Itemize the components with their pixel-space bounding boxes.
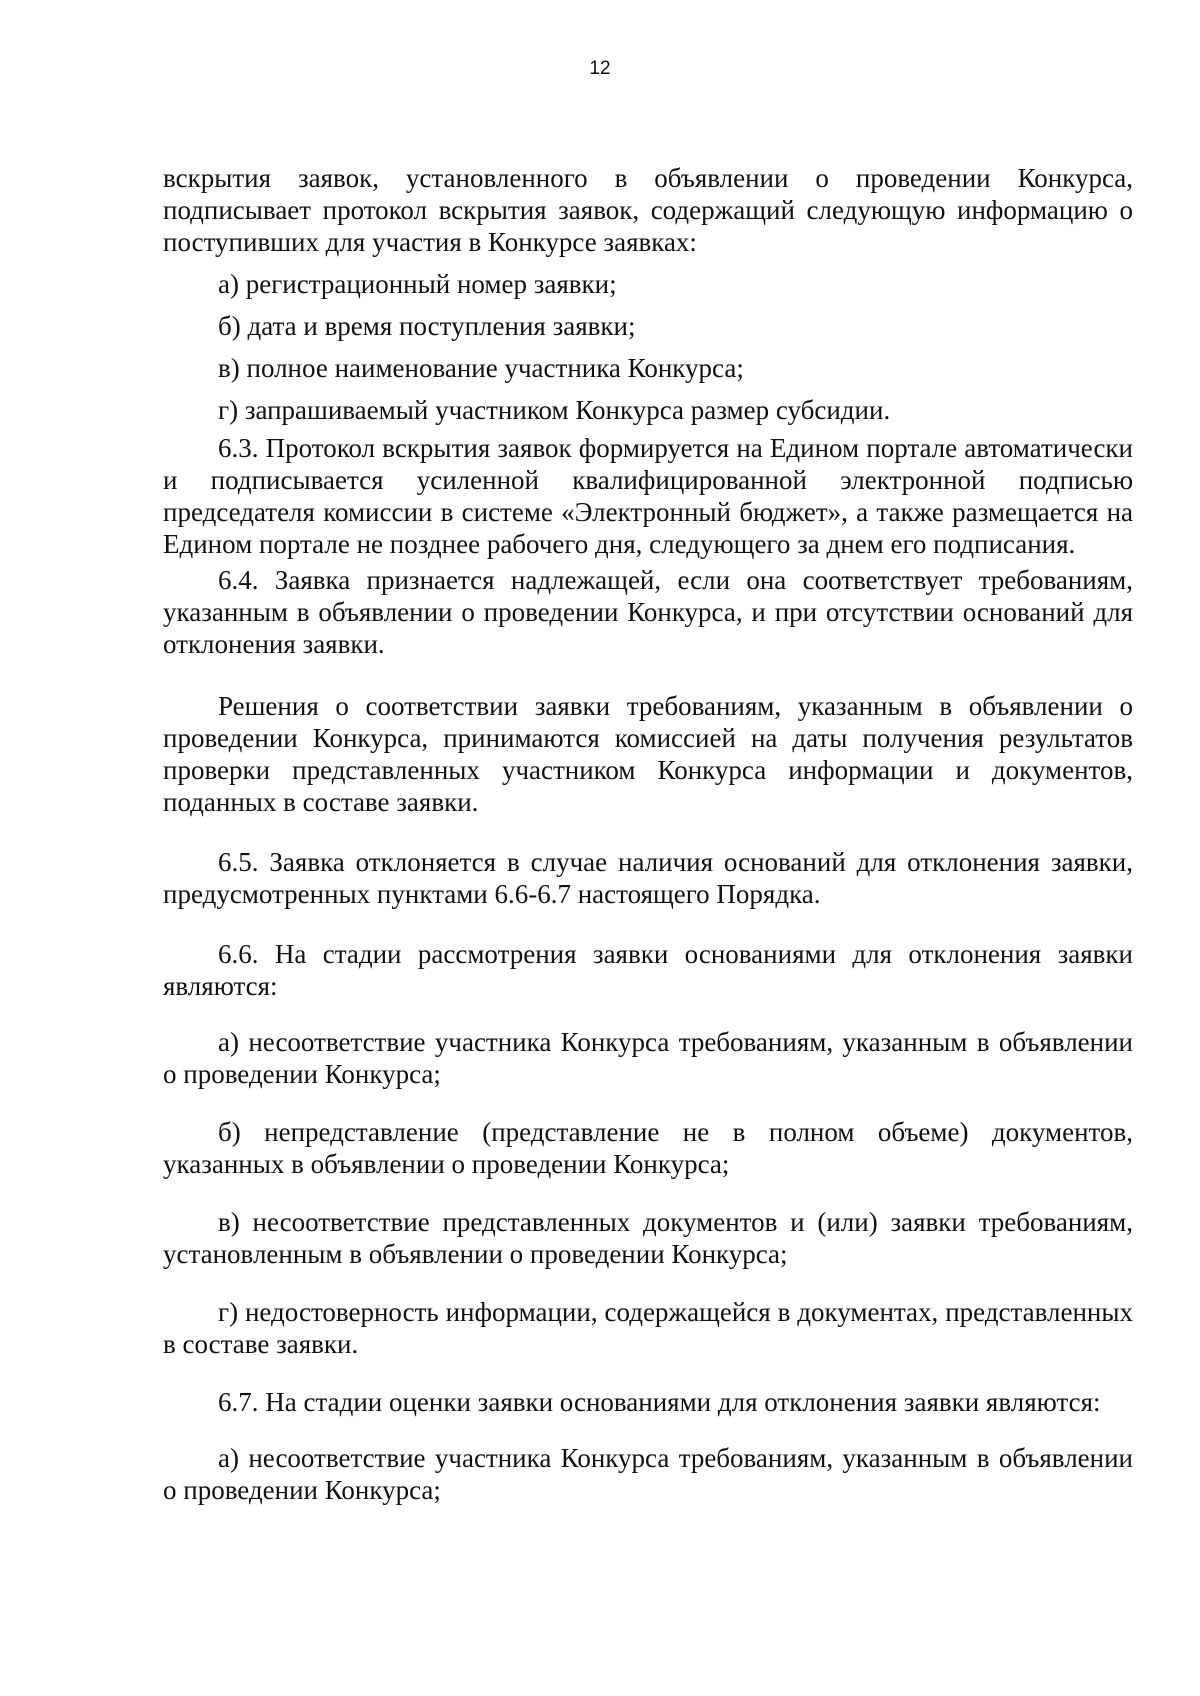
list-item-6-6-a: а) несоответствие участника Конкурса требованиям, указанным в объявлении о проведении Конкурса; <box>163 1027 1133 1089</box>
document-body <box>163 162 1133 1506</box>
paragraph-opening-continuation: вскрытия заявок, установленного в объявлении о проведении Конкурса, подписывает протокол вскрытия заявок, содержащий следующую информацию о поступивших для участия в Конкурсе заявках: <box>163 163 1133 257</box>
list-item-a-registration-number: а) регистрационный номер заявки; <box>218 269 617 299</box>
paragraph-6-3: 6.3. Протокол вскрытия заявок формируется на Едином портале автоматически и подписывается усиленной квалифицированной электронной подписью председателя комиссии в системе «Электронный бюджет», а также размещается на Едином портале не позднее рабочего дня, следующего за днем его подписания. <box>163 433 1133 559</box>
page-number: 12 <box>589 58 611 79</box>
list-item-6-7-a: а) несоответствие участника Конкурса требованиям, указанным в объявлении о проведении Конкурса; <box>163 1443 1133 1505</box>
paragraph-6-6: 6.6. На стадии рассмотрения заявки основаниями для отклонения заявки являются: <box>163 939 1133 1001</box>
list-item-6-6-b: б) непредставление (представление не в полном объеме) документов, указанных в объявлении о проведении Конкурса; <box>163 1117 1133 1179</box>
paragraph-6-5: 6.5. Заявка отклоняется в случае наличия оснований для отклонения заявки, предусмотренных пунктами 6.6-6.7 настоящего Порядка. <box>163 847 1133 909</box>
list-item-d-subsidy-amount: г) запрашиваемый участником Конкурса размер субсидии. <box>218 395 891 425</box>
list-item-6-6-c: в) несоответствие представленных документов и (или) заявки требованиям, установленным в объявлении о проведении Конкурса; <box>163 1207 1133 1269</box>
paragraph-decisions: Решения о соответствии заявки требованиям, указанным в объявлении о проведении Конкурса, принимаются комиссией на даты получения результатов проверки представленных участником Конкурса информации и документов, поданных в составе заявки. <box>163 691 1133 817</box>
paragraph-6-4: 6.4. Заявка признается надлежащей, если она соответствует требованиям, указанным в объявлении о проведении Конкурса, и при отсутствии оснований для отклонения заявки. <box>163 565 1133 659</box>
list-item-b-date-time: б) дата и время поступления заявки; <box>218 311 636 341</box>
list-item-c-participant-name: в) полное наименование участника Конкурса; <box>218 353 744 383</box>
list-item-6-6-d: г) недостоверность информации, содержащейся в документах, представленных в составе заявки. <box>163 1297 1133 1359</box>
paragraph-6-7: 6.7. На стадии оценки заявки основаниями для отклонения заявки являются: <box>218 1387 1101 1417</box>
